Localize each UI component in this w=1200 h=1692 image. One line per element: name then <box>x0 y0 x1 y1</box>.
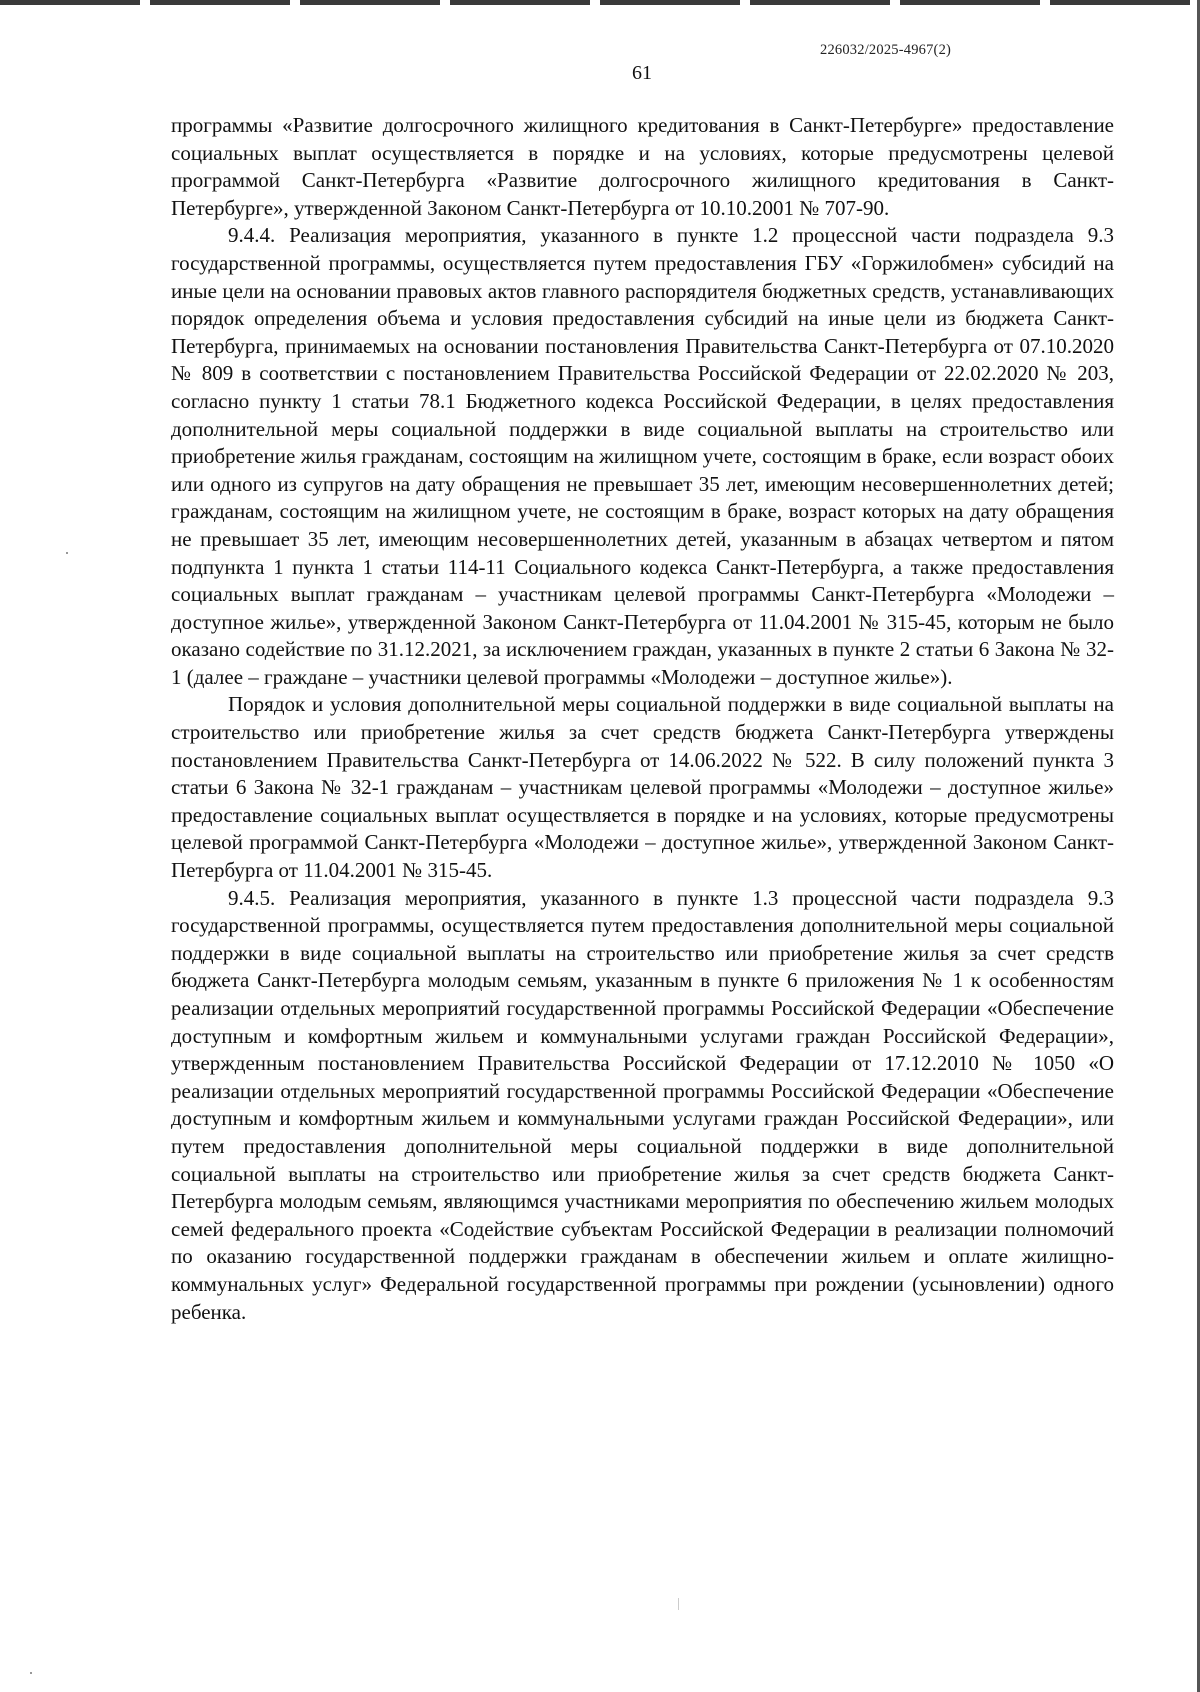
paragraph-9-4-5: 9.4.5. Реализация мероприятия, указанного в пункте 1.3 процессной части подраздела 9.3 государственной программы, осуществляется путем предоставления дополнительной меры социальной поддержки в виде социальной выплаты на строительство или приобретение жилья за счет средств бюджета Санкт-Петербурга молодым семьям, указанным в пункте 6 приложения № 1 к особенностям реализации отдельных мероприятий государственной программы Российской Федерации «Обеспечение доступным и комфортным жильем и коммунальными услугами граждан Российской Федерации», утвержденным постановлением Правительства Российской Федерации от 17.12.2010 № 1050 «О реализации отдельных мероприятий государственной программы Российской Федерации «Обеспечение доступным и комфортным жильем и коммунальными услугами граждан Российской Федерации», или путем предоставления дополнительной меры социальной поддержки в виде дополнительной социальной выплаты на строительство или приобретение жилья за счет средств бюджета Санкт-Петербурга молодым семьям, являющимся участниками мероприятия по обеспечению жильем молодых семей федерального проекта «Содействие субъектам Российской Федерации в реализации полномочий по оказанию государственной поддержки гражданам в обеспечении жильем и оплате жилищно-коммунальных услуг» Федеральной государственной программы при рождении (усыновлении) одного ребенка. <box>171 885 1114 1324</box>
document-body <box>171 112 1114 1326</box>
scan-speck <box>66 552 68 554</box>
paragraph-continuation: программы «Развитие долгосрочного жилищного кредитования в Санкт-Петербурге» предоставление социальных выплат осуществляется в порядке и на условиях, которые предусмотрены целевой программой Санкт-Петербурга «Развитие долгосрочного жилищного кредитования в Санкт-Петербурге», утвержденной Законом Санкт-Петербурга от 10.10.2001 № 707-90. <box>171 113 1114 220</box>
scan-artifact-line <box>678 1598 679 1610</box>
scan-top-border <box>0 0 1200 5</box>
paragraph-procedure: Порядок и условия дополнительной меры социальной поддержки в виде социальной выплаты на строительство или приобретение жилья за счет средств бюджета Санкт-Петербурга утверждены постановлением Правительства Санкт-Петербурга от 14.06.2022 № 522. В силу положений пункта 3 статьи 6 Закона № 32-1 гражданам – участникам целевой программы «Молодежи – доступное жилье» предоставление социальных выплат осуществляется в порядке и на условиях, которые предусмотрены целевой программой Санкт-Петербурга «Молодежи – доступное жилье», утвержденной Законом Санкт-Петербурга от 11.04.2001 № 315-45. <box>171 692 1114 883</box>
paragraph-9-4-4: 9.4.4. Реализация мероприятия, указанного в пункте 1.2 процессной части подраздела 9.3 государственной программы, осуществляется путем предоставления ГБУ «Горжилобмен» субсидий на иные цели на основании правовых актов главного распорядителя бюджетных средств, устанавливающих порядок определения объема и условия предоставления субсидий на иные цели из бюджета Санкт-Петербурга, принимаемых на основании постановления Правительства Санкт-Петербурга от 07.10.2020 № 809 в соответствии с постановлением Правительства Российской Федерации от 22.02.2020 № 203, согласно пункту 1 статьи 78.1 Бюджетного кодекса Российской Федерации, в целях предоставления дополнительной меры социальной поддержки в виде социальной выплаты на строительство или приобретение жилья гражданам, состоящим на жилищном учете, состоящим в браке, если возраст обоих или одного из супругов на дату обращения не превышает 35 лет, имеющим несовершеннолетних детей; гражданам, состоящим на жилищном учете, не состоящим в браке, возраст которых на дату обращения не превышает 35 лет, имеющим несовершеннолетних детей, указанным в абзацах четвертом и пятом подпункта 1 пункта 1 статьи 114-11 Социального кодекса Санкт-Петербурга, а также предоставления социальных выплат гражданам – участникам целевой программы Санкт-Петербурга «Молодежи – доступное жилье», утвержденной Законом Санкт-Петербурга от 11.04.2001 № 315-45, которым не было оказано содействие по 31.12.2021, за исключением граждан, указанных в пункте 2 статьи 6 Закона № 32-1 (далее – граждане – участники целевой программы «Молодежи – доступное жилье»). <box>171 223 1114 689</box>
scan-speck <box>30 1672 32 1674</box>
document-id: 226032/2025-4967(2) <box>820 42 952 58</box>
page-number: 61 <box>632 62 652 84</box>
